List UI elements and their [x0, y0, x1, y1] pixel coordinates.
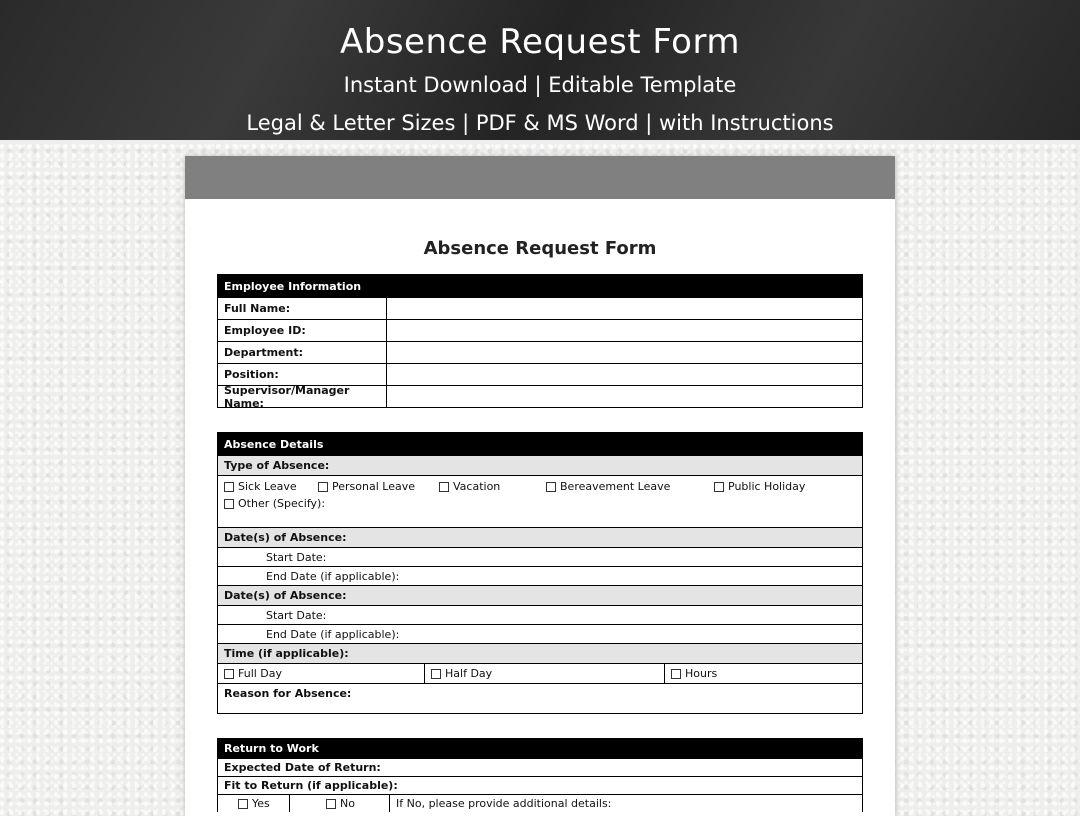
absence-type-options [218, 475, 862, 527]
checkbox-icon [224, 669, 234, 679]
checkbox-hours[interactable] [665, 664, 862, 683]
checkbox-icon [224, 499, 234, 509]
checkbox-icon [318, 482, 328, 492]
end-date-field[interactable] [218, 566, 862, 585]
checkbox-half-day[interactable] [425, 664, 665, 683]
department-field[interactable] [387, 342, 862, 363]
section-header: Employee Information [218, 275, 862, 297]
field-label: Position: [218, 364, 387, 385]
reason-label: Reason for Absence: [224, 687, 352, 700]
additional-details-field[interactable] [390, 795, 862, 812]
supervisor-field[interactable] [387, 386, 862, 407]
option-label: Full Day [238, 667, 283, 680]
checkbox-bereavement-leave[interactable] [546, 480, 714, 493]
checkbox-icon [238, 799, 248, 809]
end-date-field-2[interactable] [218, 624, 862, 643]
start-date-label: Start Date: [266, 608, 327, 622]
sheet-header-bar [185, 156, 895, 199]
banner-title: Absence Request Form [339, 22, 740, 62]
checkbox-icon [546, 482, 556, 492]
field-label: Department: [218, 342, 387, 363]
start-date-field-2[interactable] [218, 605, 862, 624]
dates-of-absence-label-2: Date(s) of Absence: [218, 585, 862, 605]
option-label: Half Day [445, 667, 493, 680]
start-date-label: Start Date: [266, 550, 327, 564]
checkbox-personal-leave[interactable] [318, 480, 439, 493]
checkbox-sick-leave[interactable] [224, 480, 318, 493]
time-options [218, 663, 862, 683]
checkbox-other[interactable] [224, 497, 424, 510]
section-header: Return to Work [218, 739, 862, 758]
checkbox-icon [326, 799, 336, 809]
field-row-full-name [218, 297, 862, 319]
field-row-employee-id [218, 319, 862, 341]
field-row-department [218, 341, 862, 363]
checkbox-yes[interactable] [218, 795, 290, 812]
option-label: Other (Specify): [238, 497, 326, 510]
expected-return-label: Expected Date of Return: [224, 761, 381, 774]
absence-details-table [217, 432, 863, 714]
checkbox-no[interactable] [290, 795, 390, 812]
checkbox-icon [431, 669, 441, 679]
option-label: Vacation [453, 480, 501, 493]
checkbox-full-day[interactable] [218, 664, 425, 683]
employee-information-table [217, 274, 863, 408]
field-label: Supervisor/Manager Name: [218, 386, 387, 407]
checkbox-icon [439, 482, 449, 492]
reason-for-absence-field[interactable] [218, 683, 862, 713]
start-date-field[interactable] [218, 547, 862, 566]
end-date-label: End Date (if applicable): [266, 569, 400, 583]
checkbox-public-holiday[interactable] [714, 480, 834, 493]
field-label: Full Name: [218, 298, 387, 319]
position-field[interactable] [387, 364, 862, 385]
option-label: No [340, 797, 355, 810]
full-name-field[interactable] [387, 298, 862, 319]
option-label: Personal Leave [332, 480, 415, 493]
field-row-position [218, 363, 862, 385]
checkbox-vacation[interactable] [439, 480, 546, 493]
type-of-absence-label: Type of Absence: [218, 455, 862, 475]
field-row-supervisor [218, 383, 862, 410]
option-label: Bereavement Leave [560, 480, 671, 493]
time-label: Time (if applicable): [218, 643, 862, 663]
option-label: Sick Leave [238, 480, 297, 493]
banner-subtitle-features: Instant Download | Editable Template [343, 73, 737, 97]
expected-return-field[interactable] [218, 758, 862, 776]
document-title: Absence Request Form [423, 238, 657, 259]
end-date-label: End Date (if applicable): [266, 627, 400, 641]
checkbox-icon [671, 669, 681, 679]
option-label: Hours [685, 667, 718, 680]
additional-details-label: If No, please provide additional details: [396, 797, 612, 810]
fit-to-return-options [218, 794, 862, 812]
employee-id-field[interactable] [387, 320, 862, 341]
banner-subtitle-formats: Legal & Letter Sizes | PDF & MS Word | with Instructions [246, 111, 834, 135]
option-label: Public Holiday [728, 480, 806, 493]
return-to-work-table [217, 738, 863, 812]
document-sheet [185, 156, 895, 816]
field-label: Employee ID: [218, 320, 387, 341]
checkbox-icon [224, 482, 234, 492]
checkbox-icon [714, 482, 724, 492]
option-label: Yes [252, 797, 270, 810]
section-header: Absence Details [218, 433, 862, 455]
fit-to-return-label: Fit to Return (if applicable): [218, 776, 862, 794]
promo-banner [0, 0, 1080, 140]
dates-of-absence-label: Date(s) of Absence: [218, 527, 862, 547]
